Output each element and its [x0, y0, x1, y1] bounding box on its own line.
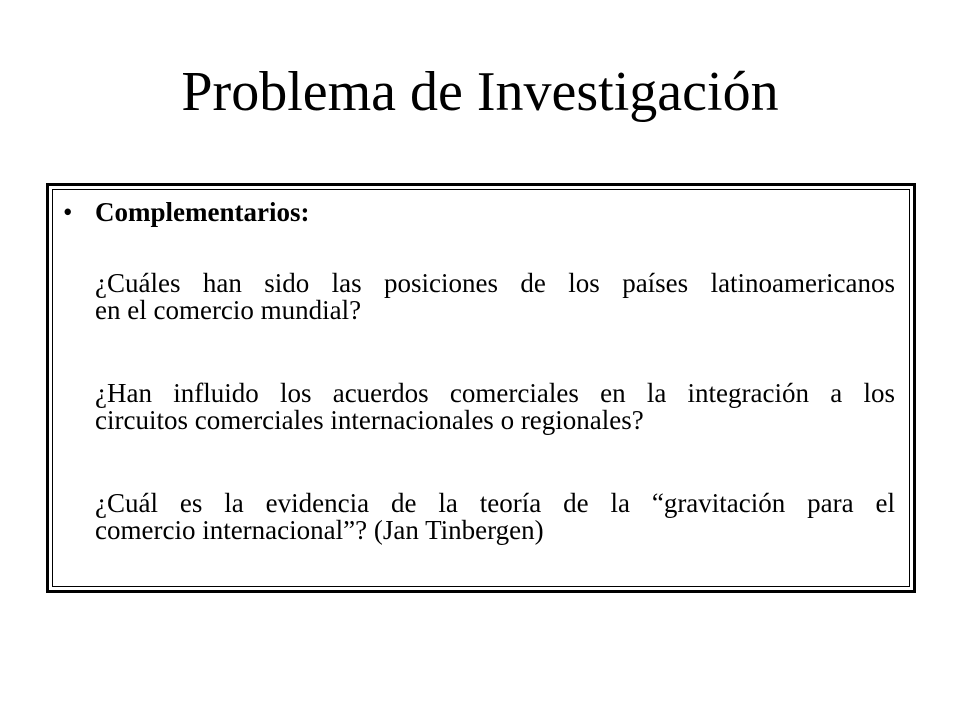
question-1	[95, 270, 895, 324]
question-2-line-1: ¿Han influido los acuerdos comerciales en la integración a los	[95, 378, 895, 408]
question-1-line-1: ¿Cuáles han sido las posiciones de los países latinoamericanos	[95, 268, 895, 298]
bullet-label: Complementarios:	[95, 197, 310, 227]
bullet-item-complementarios	[63, 198, 309, 228]
question-2-line-2: circuitos comerciales internacionales o regionales?	[95, 405, 644, 435]
question-2	[95, 380, 895, 434]
bullet-marker: •	[63, 197, 73, 227]
content-frame	[46, 183, 916, 593]
question-3-line-2: comercio internacional”? (Jan Tinbergen)	[95, 515, 544, 545]
question-3	[95, 490, 895, 544]
slide-title: Problema de Investigación	[181, 61, 779, 123]
question-3-line-1: ¿Cuál es la evidencia de la teoría de la “gravitación para el	[95, 488, 895, 518]
question-1-line-2: en el comercio mundial?	[95, 295, 362, 325]
